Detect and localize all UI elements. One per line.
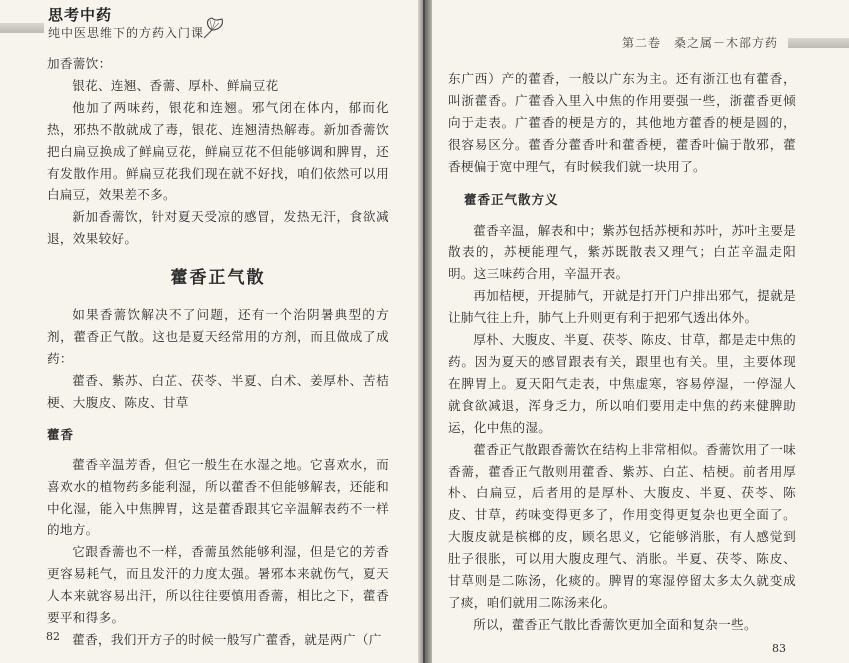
paragraph: 藿香、紫苏、白芷、茯苓、半夏、白术、姜厚朴、苦桔梗、大腹皮、陈皮、甘草 (47, 372, 389, 410)
paragraph: 藿香辛温，解表和中；紫苏包括苏梗和苏叶，苏叶主要是散表的，苏梗能理气，紫苏既散表又理气；白芷辛温走阳明。这三味药合用，辛温开表。 (448, 222, 796, 282)
paragraph: 银花、连翘、香薷、厚朴、鲜扁豆花 (72, 77, 279, 93)
right-page (432, 0, 849, 663)
paragraph: 再加桔梗，开提肺气，开就是打开门户排出邪气，提就是让肺气往上升，肺气上升则更有利于把邪气透出体外。 (448, 288, 796, 326)
paragraph: 如果香薷饮解决不了问题，还有一个治阴暑典型的方剂，藿香正气散。这也是夏天经常用的方剂，而且做成了成药： (47, 307, 389, 366)
book-gutter (418, 0, 432, 663)
sub-heading-huoxiang: 藿香 (47, 426, 75, 442)
chapter-header: 第二卷 桑之属－木部方药 (622, 36, 779, 50)
paragraph: 所以，藿香正气散比香薷饮更加全面和复杂一些。 (473, 616, 757, 632)
paragraph: 藿香正气散跟香薷饮在结构上非常相似。香薷饮用了一味香薷，藿香正气散则用藿香、紫苏、白芷、桔梗。前者用厚朴、白扁豆，后者用的是厚朴、大腹皮、半夏、茯苓、陈皮、甘草，药味变得更多了，作用变得更复杂也更全面了。大腹皮就是槟榔的皮，顾名思义，它能够消胀，有人感觉到肚子很胀，可以用大腹皮理气、消胀。半夏、茯苓、陈皮、甘草则是二陈汤，化痰的。脾胃的寒湿停留太多太久就变成了痰，咱们就用二陈汤来化。 (448, 441, 796, 610)
header-decor-bar (0, 23, 44, 33)
paragraph: 厚朴、大腹皮、半夏、茯苓、陈皮、甘草，都是走中焦的药。因为夏天的感冒跟表有关，跟里也有关。里，主要体现在脾胃上。夏天阳气走表，中焦虚寒，容易停湿，一停湿人就食欲减退，浑身乏力，所以咱们要用走中焦的药来健脾助运，化中焦的湿。 (448, 332, 796, 435)
paragraph: 藿香辛温芳香，但它一般生在水湿之地。它喜欢水，而喜欢水的植物药多能利湿，所以藿香不但能够解表，还能和中化湿，能入中焦脾胃，这是藿香跟其它辛温解表药不一样的地方。 (47, 456, 389, 538)
left-page-body (47, 53, 389, 651)
page-number-left: 82 (46, 630, 60, 643)
section-title: 藿香正气散 (170, 268, 266, 289)
left-page (0, 0, 418, 663)
sub-heading-formula-meaning: 藿香正气散方义 (464, 191, 559, 207)
book-title: 思考中药 (48, 6, 113, 24)
paragraph: 它跟香薷也不一样，香薷虽然能够利湿，但是它的芳香更容易耗气，而且发汗的力度太强。暑邪本来就伤气，夏天人本来就容易出汗，所以往往要慎用香薷，相比之下，藿香要平和得多。 (47, 544, 389, 626)
paragraph: 加香薷饮： (47, 56, 112, 71)
paragraph: 藿香，我们开方子的时候一般写广藿香，就是两广（广 (72, 631, 382, 647)
page-number-right: 83 (772, 642, 786, 655)
header-decor-bar-right (788, 38, 849, 48)
paragraph: 东广西）产的藿香，一般以广东为主。还有浙江也有藿香，叫浙藿香。广藿香入里入中焦的作用要强一些，浙藿香更倾向于走表。广藿香的梗是方的，其他地方藿香的梗是圆的，很容易区分。藿香分藿香叶和藿香梗，藿香叶偏于散邪，藿香梗偏于宽中理气，有时候我们就一块用了。 (448, 71, 796, 174)
ginkgo-leaf-icon (200, 16, 226, 42)
paragraph: 他加了两味药，银花和连翘。邪气闭在体内，郁而化热，邪热不散就成了毒，银花、连翘清热解毒。新加香薷饮把白扁豆换成了鲜扁豆花，鲜扁豆花不但能够调和脾胃，还有发散作用。鲜扁豆花我们现在就不好找，咱们依然可以用白扁豆，效果差不多。 (47, 99, 389, 203)
paragraph: 新加香薷饮，针对夏天受凉的感冒，发热无汗，食欲减退，效果较好。 (47, 209, 389, 247)
book-subtitle: 纯中医思维下的方药入门课 (48, 26, 205, 40)
right-page-body (448, 68, 796, 636)
gutter-line (423, 0, 425, 663)
